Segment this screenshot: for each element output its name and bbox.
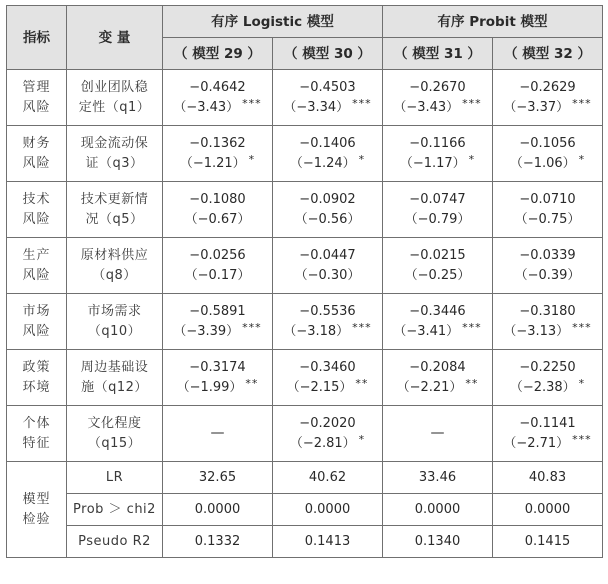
- t-stat-line: [383, 154, 492, 174]
- indicator-line: 特征: [22, 435, 51, 451]
- t-stat-line: [163, 266, 272, 286]
- indicator-line: 个体: [22, 415, 51, 431]
- value-cell: [383, 238, 493, 294]
- value-cell: [273, 70, 383, 126]
- t-statistic: （−2.21）: [396, 379, 463, 395]
- coefficient: −0.4642: [189, 79, 246, 95]
- t-stat-line: [493, 154, 602, 174]
- value-cell: [273, 406, 383, 462]
- significance-stars: ***: [572, 432, 592, 446]
- t-statistic: （−1.21）: [179, 155, 246, 171]
- t-statistic: （−0.30）: [294, 267, 361, 283]
- t-stat-line: [163, 98, 272, 118]
- significance-stars: *: [248, 152, 256, 166]
- significance-stars: ***: [462, 96, 482, 110]
- variable-cell: [67, 406, 163, 462]
- t-statistic: （−1.99）: [176, 379, 243, 395]
- value-cell: [383, 182, 493, 238]
- t-stat-line: [273, 266, 382, 286]
- table-row: [7, 182, 603, 238]
- variable-line: （q8）: [92, 267, 137, 283]
- coefficient: −0.2629: [519, 79, 576, 95]
- variable-cell: [67, 350, 163, 406]
- coefficient: −0.4503: [299, 79, 356, 95]
- statistic-value: 0.1413: [273, 526, 383, 558]
- t-stat-line: [493, 434, 602, 454]
- coefficient: −0.2670: [409, 79, 466, 95]
- table-row: [7, 294, 603, 350]
- t-stat-line: [493, 322, 602, 342]
- significance-stars: *: [358, 432, 366, 446]
- t-statistic: （−3.13）: [503, 323, 570, 339]
- value-cell: [493, 350, 603, 406]
- indicator-line: 检验: [22, 511, 51, 527]
- variable-line: 现金流动保: [80, 135, 149, 151]
- coefficient: −0.0902: [299, 191, 356, 207]
- variable-line: 定性（q1）: [78, 99, 151, 115]
- regression-table: [6, 5, 603, 558]
- value-cell: [163, 126, 273, 182]
- header-model-30: （ 模型 30 ）: [273, 38, 383, 70]
- value-cell: [273, 238, 383, 294]
- significance-stars: ***: [462, 320, 482, 334]
- coefficient: −0.2020: [299, 415, 356, 431]
- indicator-cell: [7, 238, 67, 294]
- significance-stars: **: [465, 376, 479, 390]
- statistic-value: 0.0000: [273, 494, 383, 526]
- value-cell: [383, 406, 493, 462]
- coefficient: −0.3174: [189, 359, 246, 375]
- significance-stars: ***: [572, 320, 592, 334]
- variable-cell: [67, 126, 163, 182]
- variable-line: （q15）: [87, 435, 142, 451]
- value-cell: [493, 70, 603, 126]
- variable-line: 文化程度: [87, 415, 142, 431]
- statistic-value: 0.1332: [163, 526, 273, 558]
- coefficient: −0.2084: [409, 359, 466, 375]
- variable-line: 周边基础设: [80, 359, 149, 375]
- header-logistic-group: 有序 Logistic 模型: [163, 6, 383, 38]
- t-stat-line: [273, 378, 382, 398]
- t-statistic: （−0.75）: [514, 211, 581, 227]
- significance-stars: *: [578, 152, 586, 166]
- table-row: [7, 350, 603, 406]
- significance-stars: ***: [572, 96, 592, 110]
- value-cell: [383, 126, 493, 182]
- statistic-label: Pseudo R2: [67, 526, 163, 558]
- value-cell: [163, 406, 273, 462]
- value-cell: [383, 350, 493, 406]
- indicator-line: 政策: [22, 359, 51, 375]
- model-test-row: [7, 494, 603, 526]
- t-stat-line: [273, 322, 382, 342]
- t-statistic: （−0.56）: [294, 211, 361, 227]
- value-cell: [493, 126, 603, 182]
- statistic-value: 0.1340: [383, 526, 493, 558]
- significance-stars: *: [358, 152, 366, 166]
- t-statistic: （−3.43）: [393, 99, 460, 115]
- variable-line: 创业团队稳: [80, 79, 149, 95]
- value-cell: [273, 126, 383, 182]
- value-cell: [383, 70, 493, 126]
- statistic-label: Prob ＞ chi2: [67, 494, 163, 526]
- value-cell: [273, 182, 383, 238]
- variable-line: 技术更新情: [80, 191, 149, 207]
- t-stat-line: [493, 98, 602, 118]
- t-stat-line: [383, 98, 492, 118]
- coefficient: −0.0710: [519, 191, 576, 207]
- statistic-label: LR: [67, 462, 163, 494]
- t-statistic: （−0.79）: [404, 211, 471, 227]
- indicator-cell: [7, 182, 67, 238]
- coefficient: −0.0256: [189, 247, 246, 263]
- value-cell: [493, 182, 603, 238]
- significance-stars: ***: [352, 96, 372, 110]
- coefficient: −0.0747: [409, 191, 466, 207]
- t-statistic: （−2.71）: [503, 435, 570, 451]
- indicator-cell: [7, 406, 67, 462]
- variable-cell: [67, 294, 163, 350]
- indicator-line: 风险: [22, 155, 51, 171]
- significance-stars: **: [355, 376, 369, 390]
- variable-line: 施（q12）: [81, 379, 148, 395]
- t-statistic: （−3.43）: [173, 99, 240, 115]
- t-stat-line: [163, 210, 272, 230]
- header-model-29: （ 模型 29 ）: [163, 38, 273, 70]
- t-stat-line: [383, 266, 492, 286]
- table-row: [7, 406, 603, 462]
- t-statistic: （−0.17）: [184, 267, 251, 283]
- indicator-line: 风险: [22, 323, 51, 339]
- model-test-row: [7, 462, 603, 494]
- variable-line: 证（q3）: [85, 155, 144, 171]
- indicator-line: 风险: [22, 267, 51, 283]
- t-stat-line: [493, 266, 602, 286]
- value-cell: [273, 350, 383, 406]
- coefficient: −0.3446: [409, 303, 466, 319]
- statistic-value: 0.1415: [493, 526, 603, 558]
- variable-line: 市场需求: [87, 303, 142, 319]
- t-statistic: （−1.06）: [509, 155, 576, 171]
- empty-dash: —: [430, 425, 445, 441]
- t-statistic: （−3.34）: [283, 99, 350, 115]
- coefficient: −0.5891: [189, 303, 246, 319]
- table-row: [7, 238, 603, 294]
- t-stat-line: [163, 378, 272, 398]
- coefficient: −0.0215: [409, 247, 466, 263]
- coefficient: −0.5536: [299, 303, 356, 319]
- value-cell: [493, 238, 603, 294]
- significance-stars: *: [468, 152, 476, 166]
- header-probit-group: 有序 Probit 模型: [383, 6, 603, 38]
- value-cell: [493, 406, 603, 462]
- indicator-line: 风险: [22, 99, 51, 115]
- statistic-value: 0.0000: [163, 494, 273, 526]
- model-test-row: [7, 526, 603, 558]
- indicator-line: 风险: [22, 211, 51, 227]
- table-row: [7, 70, 603, 126]
- t-statistic: （−3.39）: [173, 323, 240, 339]
- t-statistic: （−2.38）: [509, 379, 576, 395]
- t-stat-line: [273, 434, 382, 454]
- t-statistic: （−3.18）: [283, 323, 350, 339]
- t-statistic: （−3.41）: [393, 323, 460, 339]
- significance-stars: ***: [352, 320, 372, 334]
- t-statistic: （−0.25）: [404, 267, 471, 283]
- header-model-31: （ 模型 31 ）: [383, 38, 493, 70]
- indicator-cell: [7, 70, 67, 126]
- coefficient: −0.3460: [299, 359, 356, 375]
- coefficient: −0.1166: [409, 135, 466, 151]
- coefficient: −0.1141: [519, 415, 576, 431]
- t-stat-line: [273, 98, 382, 118]
- significance-stars: *: [578, 376, 586, 390]
- indicator-line: 管理: [22, 79, 51, 95]
- t-statistic: （−1.17）: [399, 155, 466, 171]
- significance-stars: ***: [242, 320, 262, 334]
- variable-line: （q10）: [87, 323, 142, 339]
- indicator-line: 环境: [22, 379, 51, 395]
- statistic-value: 32.65: [163, 462, 273, 494]
- variable-cell: [67, 182, 163, 238]
- statistic-value: 40.62: [273, 462, 383, 494]
- table-row: [7, 126, 603, 182]
- value-cell: [163, 294, 273, 350]
- t-stat-line: [273, 154, 382, 174]
- statistic-value: 0.0000: [383, 494, 493, 526]
- t-statistic: （−0.39）: [514, 267, 581, 283]
- statistic-value: 33.46: [383, 462, 493, 494]
- value-cell: [163, 350, 273, 406]
- indicator-line: 财务: [22, 135, 51, 151]
- statistic-value: 40.83: [493, 462, 603, 494]
- value-cell: [383, 294, 493, 350]
- statistic-value: 0.0000: [493, 494, 603, 526]
- coefficient: −0.1080: [189, 191, 246, 207]
- variable-cell: [67, 238, 163, 294]
- t-stat-line: [493, 210, 602, 230]
- value-cell: [163, 238, 273, 294]
- value-cell: [163, 182, 273, 238]
- t-statistic: （−2.81）: [289, 435, 356, 451]
- indicator-line: 技术: [22, 191, 51, 207]
- variable-cell: [67, 70, 163, 126]
- indicator-line: 生产: [22, 247, 51, 263]
- coefficient: −0.3180: [519, 303, 576, 319]
- variable-line: 原材料供应: [80, 247, 149, 263]
- coefficient: −0.1056: [519, 135, 576, 151]
- indicator-cell: [7, 350, 67, 406]
- significance-stars: ***: [242, 96, 262, 110]
- model-test-indicator: [7, 462, 67, 558]
- t-statistic: （−0.67）: [184, 211, 251, 227]
- t-stat-line: [163, 322, 272, 342]
- t-stat-line: [383, 322, 492, 342]
- empty-dash: —: [210, 425, 225, 441]
- t-stat-line: [273, 210, 382, 230]
- t-stat-line: [383, 210, 492, 230]
- indicator-cell: [7, 294, 67, 350]
- coefficient: −0.2250: [519, 359, 576, 375]
- t-statistic: （−3.37）: [503, 99, 570, 115]
- t-statistic: （−2.15）: [286, 379, 353, 395]
- variable-line: 况（q5）: [85, 211, 144, 227]
- coefficient: −0.1406: [299, 135, 356, 151]
- t-stat-line: [383, 378, 492, 398]
- t-stat-line: [163, 154, 272, 174]
- coefficient: −0.1362: [189, 135, 246, 151]
- coefficient: −0.0339: [519, 247, 576, 263]
- indicator-line: 模型: [22, 491, 51, 507]
- indicator-line: 市场: [22, 303, 51, 319]
- coefficient: −0.0447: [299, 247, 356, 263]
- value-cell: [273, 294, 383, 350]
- header-variable: 变 量: [67, 6, 163, 70]
- significance-stars: **: [245, 376, 259, 390]
- indicator-cell: [7, 126, 67, 182]
- value-cell: [493, 294, 603, 350]
- value-cell: [163, 70, 273, 126]
- t-statistic: （−1.24）: [289, 155, 356, 171]
- header-model-32: （ 模型 32 ）: [493, 38, 603, 70]
- t-stat-line: [493, 378, 602, 398]
- header-indicator: 指标: [7, 6, 67, 70]
